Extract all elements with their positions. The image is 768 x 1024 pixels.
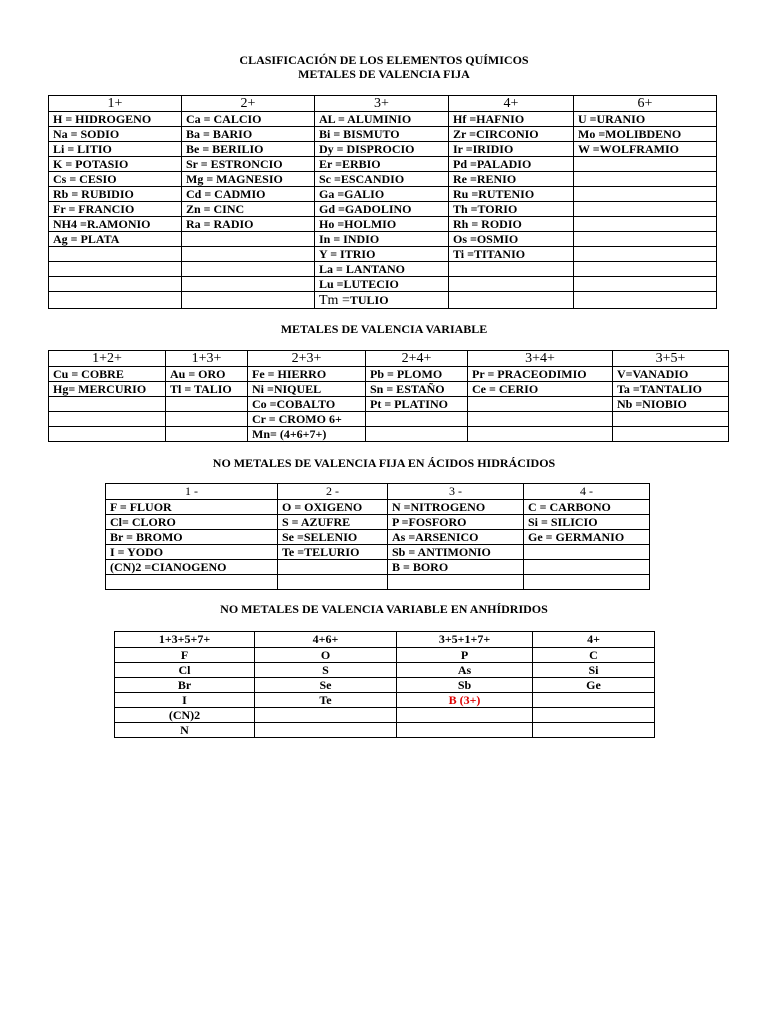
- table-row: [115, 708, 655, 723]
- table-cell: [574, 232, 717, 247]
- section-title-variable-metals: METALES DE VALENCIA VARIABLE: [280, 322, 488, 336]
- table-cell: I = YODO: [106, 545, 278, 560]
- column-header: 3 -: [388, 484, 524, 500]
- table-cell: [613, 412, 729, 427]
- table-cell: [278, 575, 388, 590]
- column-header: 1+: [49, 96, 182, 112]
- column-header: 4 -: [524, 484, 650, 500]
- table-cell: La = LANTANO: [315, 262, 449, 277]
- table-cell: [106, 575, 278, 590]
- table-cell: Zn = CINC: [182, 202, 315, 217]
- table-cell: O = OXIGENO: [278, 500, 388, 515]
- table-row: [115, 678, 655, 693]
- table-cell: Ra = RADIO: [182, 217, 315, 232]
- table-cell: B = BORO: [388, 560, 524, 575]
- table-row: [106, 575, 650, 590]
- table-cell: F = FLUOR: [106, 500, 278, 515]
- table-cell: [397, 723, 533, 738]
- table-row: [115, 648, 655, 663]
- table-cell: Sc =ESCANDIO: [315, 172, 449, 187]
- table-cell: [182, 247, 315, 262]
- table-cell: Sr = ESTRONCIO: [182, 157, 315, 172]
- table-cell: S: [255, 663, 397, 678]
- table-cell: Re =RENIO: [449, 172, 574, 187]
- table-row: [106, 545, 650, 560]
- table-cell-highlight: B (3+): [397, 693, 533, 708]
- table-cell: Tl = TALIO: [166, 382, 248, 397]
- table-row: [49, 292, 717, 309]
- table-row: [49, 157, 717, 172]
- column-header: 2+4+: [366, 351, 468, 367]
- table-cell: [449, 262, 574, 277]
- table-cell: Fe = HIERRO: [248, 367, 366, 382]
- table-cell: [49, 292, 182, 309]
- table-cell: [574, 217, 717, 232]
- column-header: 2+: [182, 96, 315, 112]
- table-row: [49, 427, 729, 442]
- table-cell: Sb = ANTIMONIO: [388, 545, 524, 560]
- column-header: 6+: [574, 96, 717, 112]
- table-cell: Cd = CADMIO: [182, 187, 315, 202]
- table-cell: [613, 427, 729, 442]
- table-fixed-valence-metals: [48, 95, 717, 309]
- table-cell: Ga =GALIO: [315, 187, 449, 202]
- table-cell: As: [397, 663, 533, 678]
- table-cell: [49, 412, 166, 427]
- table-cell: [182, 232, 315, 247]
- column-header: 4+: [533, 632, 655, 648]
- section-title-fixed-metals: METALES DE VALENCIA FIJA: [298, 67, 470, 81]
- table-cell: Dy = DISPROCIO: [315, 142, 449, 157]
- table-row: [49, 412, 729, 427]
- table-cell: Au = ORO: [166, 367, 248, 382]
- tm-symbol: Tm =: [319, 292, 350, 308]
- table-cell: Pd =PALADIO: [449, 157, 574, 172]
- table-cell: [533, 693, 655, 708]
- table-cell: O: [255, 648, 397, 663]
- table-cell: [468, 427, 613, 442]
- table-variable-valence-metals: [48, 350, 729, 442]
- tm-name: TULIO: [349, 292, 389, 307]
- section-title-fixed-nonmetals: NO METALES DE VALENCIA FIJA EN ÁCIDOS HIDRÁCIDOS: [212, 456, 556, 470]
- table-cell: P: [397, 648, 533, 663]
- table-cell: [388, 575, 524, 590]
- table-cell: Bi = BISMUTO: [315, 127, 449, 142]
- table-cell: Li = LITIO: [49, 142, 182, 157]
- table-cell: [449, 277, 574, 292]
- table-cell: [255, 708, 397, 723]
- table-cell: Co =COBALTO: [248, 397, 366, 412]
- table-cell: F: [115, 648, 255, 663]
- table-cell: As =ARSENICO: [388, 530, 524, 545]
- table-cell: Cl: [115, 663, 255, 678]
- table-cell: Hg= MERCURIO: [49, 382, 166, 397]
- column-header: 3+5+1+7+: [397, 632, 533, 648]
- table-cell: P =FOSFORO: [388, 515, 524, 530]
- column-header: 1+3+: [166, 351, 248, 367]
- table-cell: [524, 560, 650, 575]
- document-title: CLASIFICACIÓN DE LOS ELEMENTOS QUÍMICOS: [239, 53, 529, 67]
- table-cell: Lu =LUTECIO: [315, 277, 449, 292]
- table-cell: NH4 =R.AMONIO: [49, 217, 182, 232]
- table-row: [106, 515, 650, 530]
- table-cell: [182, 277, 315, 292]
- table-cell: [166, 427, 248, 442]
- table-cell: [49, 427, 166, 442]
- table-header-row: [49, 351, 729, 367]
- table-row: [106, 560, 650, 575]
- table-cell: Te: [255, 693, 397, 708]
- table-cell: [49, 262, 182, 277]
- table-cell: S = AZUFRE: [278, 515, 388, 530]
- table-cell: [468, 412, 613, 427]
- table-row: [49, 247, 717, 262]
- table-cell: K = POTASIO: [49, 157, 182, 172]
- table-cell: Nb =NIOBIO: [613, 397, 729, 412]
- table-row: [115, 663, 655, 678]
- table-cell: Rb = RUBIDIO: [49, 187, 182, 202]
- table-cell: Y = ITRIO: [315, 247, 449, 262]
- table-cell: Ge: [533, 678, 655, 693]
- table-row: [49, 277, 717, 292]
- column-header: 4+6+: [255, 632, 397, 648]
- table-cell: [182, 292, 315, 309]
- table-row: [49, 112, 717, 127]
- table-cell: [49, 277, 182, 292]
- table-cell: [574, 172, 717, 187]
- table-row: [49, 382, 729, 397]
- table-cell: Ge = GERMANIO: [524, 530, 650, 545]
- table-row: [115, 693, 655, 708]
- table-cell: [449, 292, 574, 309]
- table-cell: [574, 262, 717, 277]
- table-cell: Ni =NIQUEL: [248, 382, 366, 397]
- table-cell: Ag = PLATA: [49, 232, 182, 247]
- table-cell: (CN)2: [115, 708, 255, 723]
- table-cell: Se: [255, 678, 397, 693]
- column-header: 4+: [449, 96, 574, 112]
- table-cell: [533, 708, 655, 723]
- table-cell: I: [115, 693, 255, 708]
- table-cell: [574, 247, 717, 262]
- table-cell: W =WOLFRAMIO: [574, 142, 717, 157]
- table-row: [49, 127, 717, 142]
- table-cell: Ce = CERIO: [468, 382, 613, 397]
- table-cell: Os =OSMIO: [449, 232, 574, 247]
- column-header: 3+4+: [468, 351, 613, 367]
- table-cell: Ru =RUTENIO: [449, 187, 574, 202]
- table-cell: Cl= CLORO: [106, 515, 278, 530]
- table-row: [49, 397, 729, 412]
- table-cell: Ba = BARIO: [182, 127, 315, 142]
- table-cell: [278, 560, 388, 575]
- table-cell: U =URANIO: [574, 112, 717, 127]
- table-cell: Mn= (4+6+7+): [248, 427, 366, 442]
- table-cell: (CN)2 =CIANOGENO: [106, 560, 278, 575]
- table-cell: Br = BROMO: [106, 530, 278, 545]
- table-cell: Pt = PLATINO: [366, 397, 468, 412]
- table-cell: [533, 723, 655, 738]
- table-cell: Er =ERBIO: [315, 157, 449, 172]
- table-cell: [574, 187, 717, 202]
- table-cell: Zr =CIRCONIO: [449, 127, 574, 142]
- table-fixed-valence-nonmetals: [105, 483, 650, 590]
- table-cell: [574, 157, 717, 172]
- table-cell: [574, 277, 717, 292]
- column-header: 1 -: [106, 484, 278, 500]
- table-cell: Ca = CALCIO: [182, 112, 315, 127]
- table-cell: [166, 397, 248, 412]
- table-cell: [397, 708, 533, 723]
- table-cell: [468, 397, 613, 412]
- table-cell: Pr = PRACEODIMIO: [468, 367, 613, 382]
- table-cell: Si = SILICIO: [524, 515, 650, 530]
- table-cell: AL = ALUMINIO: [315, 112, 449, 127]
- table-cell: Ir =IRIDIO: [449, 142, 574, 157]
- table-cell: Mg = MAGNESIO: [182, 172, 315, 187]
- table-cell: Mo =MOLIBDENO: [574, 127, 717, 142]
- table-row: [49, 367, 729, 382]
- table-cell: [166, 412, 248, 427]
- column-header: 3+: [315, 96, 449, 112]
- table-cell: Gd =GADOLINO: [315, 202, 449, 217]
- table-cell: Na = SODIO: [49, 127, 182, 142]
- table-row: [49, 142, 717, 157]
- column-header: 1+2+: [49, 351, 166, 367]
- table-row: [49, 187, 717, 202]
- table-cell: Fr = FRANCIO: [49, 202, 182, 217]
- table-header-row: [49, 96, 717, 112]
- table-cell: [49, 247, 182, 262]
- table-cell: Hf =HAFNIO: [449, 112, 574, 127]
- table-row: [106, 500, 650, 515]
- table-header-row: [115, 632, 655, 648]
- column-header: 2 -: [278, 484, 388, 500]
- table-cell: Ta =TANTALIO: [613, 382, 729, 397]
- table-row: [49, 232, 717, 247]
- table-cell: Be = BERILIO: [182, 142, 315, 157]
- table-cell: Pb = PLOMO: [366, 367, 468, 382]
- table-cell: [366, 427, 468, 442]
- table-cell: H = HIDROGENO: [49, 112, 182, 127]
- column-header: 3+5+: [613, 351, 729, 367]
- table-cell: Ti =TITANIO: [449, 247, 574, 262]
- table-row: [49, 202, 717, 217]
- table-cell: Sn = ESTAÑO: [366, 382, 468, 397]
- table-cell: [366, 412, 468, 427]
- table-cell: N: [115, 723, 255, 738]
- table-cell: Se =SELENIO: [278, 530, 388, 545]
- table-cell: Cs = CESIO: [49, 172, 182, 187]
- table-cell: [574, 292, 717, 309]
- table-variable-valence-nonmetals: [114, 631, 655, 738]
- table-row: [49, 217, 717, 232]
- table-cell: Te =TELURIO: [278, 545, 388, 560]
- table-cell: Th =TORIO: [449, 202, 574, 217]
- table-cell-tulio: [315, 292, 449, 309]
- table-cell: [49, 397, 166, 412]
- table-cell: [524, 575, 650, 590]
- table-cell: [255, 723, 397, 738]
- table-cell: Si: [533, 663, 655, 678]
- table-cell: C: [533, 648, 655, 663]
- table-row: [115, 723, 655, 738]
- table-row: [49, 172, 717, 187]
- table-row: [49, 262, 717, 277]
- table-cell: Cr = CROMO 6+: [248, 412, 366, 427]
- table-cell: [182, 262, 315, 277]
- table-cell: [524, 545, 650, 560]
- table-cell: Ho =HOLMIO: [315, 217, 449, 232]
- table-cell: In = INDIO: [315, 232, 449, 247]
- table-cell: Cu = COBRE: [49, 367, 166, 382]
- column-header: 2+3+: [248, 351, 366, 367]
- table-header-row: [106, 484, 650, 500]
- table-cell: C = CARBONO: [524, 500, 650, 515]
- column-header: 1+3+5+7+: [115, 632, 255, 648]
- table-cell: N =NITROGENO: [388, 500, 524, 515]
- table-row: [106, 530, 650, 545]
- section-title-variable-nonmetals: NO METALES DE VALENCIA VARIABLE EN ANHÍDRIDOS: [220, 602, 548, 616]
- table-cell: V=VANADIO: [613, 367, 729, 382]
- table-cell: Sb: [397, 678, 533, 693]
- table-cell: Rh = RODIO: [449, 217, 574, 232]
- table-cell: Br: [115, 678, 255, 693]
- table-cell: [574, 202, 717, 217]
